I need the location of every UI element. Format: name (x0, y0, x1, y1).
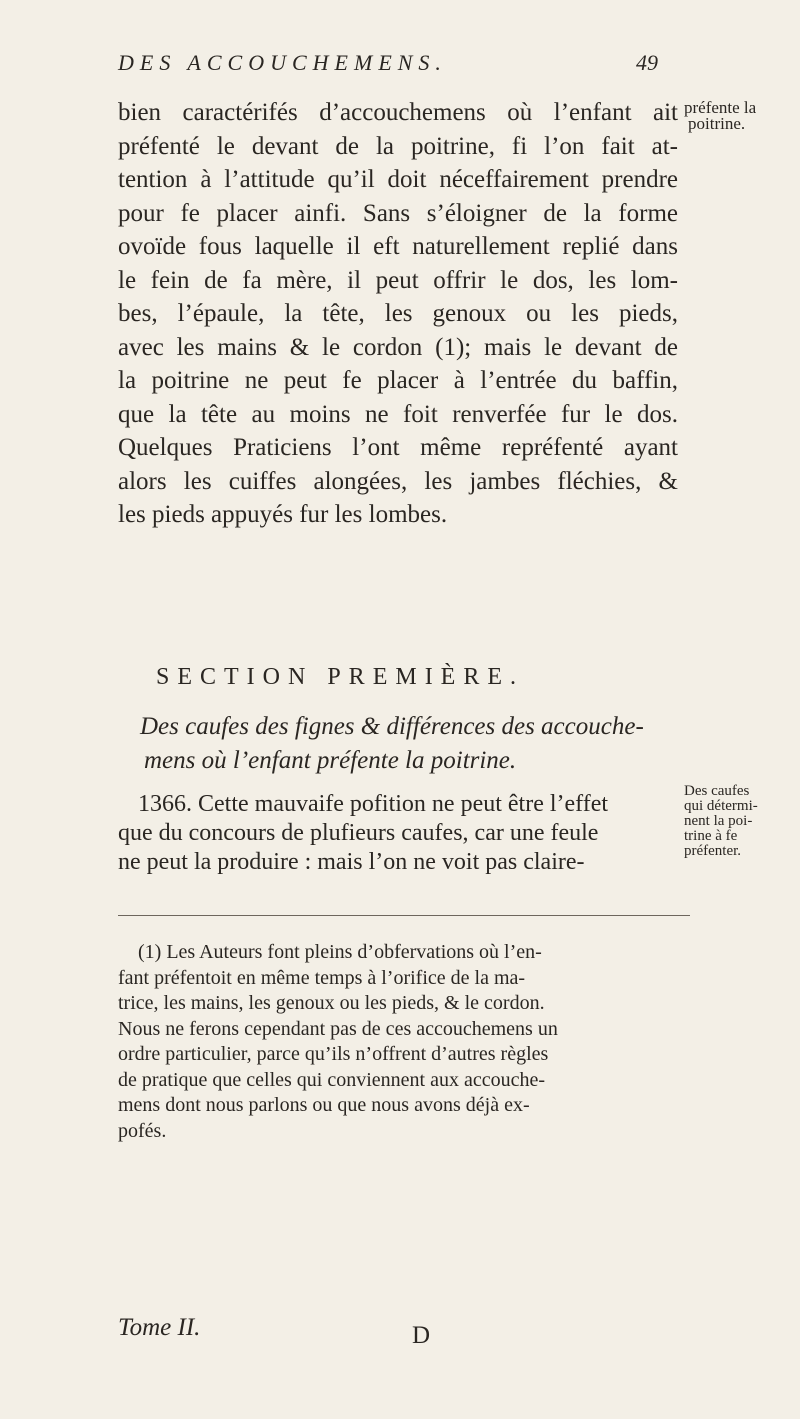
section-heading: SECTION PREMIÈRE. (156, 664, 525, 690)
margin-note-line: préfenter. (684, 843, 742, 859)
running-head: DES ACCOUCHEMENS. (118, 50, 447, 75)
text-line: les pieds appuyés fur les lombes. (118, 501, 448, 528)
text-line: préfenté le devant de la poitrine, fi l’on fait at- (118, 132, 678, 160)
text-line: que la tête au moins ne foit renverfée fur le dos. (118, 400, 678, 428)
text-line: ne peut la produire : mais l’on ne voit pas claire- (118, 849, 585, 875)
margin-note-line: trine à fe (684, 828, 738, 844)
footnote-line: Nous ne ferons cependant pas de ces accouchemens un (118, 1017, 558, 1040)
footnote-divider (118, 915, 690, 916)
paragraph-1366 (118, 790, 678, 877)
margin-note-line: poitrine. (688, 114, 746, 133)
text-line: la poitrine ne peut fe placer à l’entrée du baffin, (118, 367, 678, 394)
margin-note-line: nent la poi- (684, 813, 753, 829)
footnote-line: fant préfentoit en même temps à l’orifice de la ma- (118, 966, 526, 989)
footnote-line: ordre particulier, parce qu’ils n’offrent d’autres règles (118, 1043, 549, 1065)
text-line: tention à l’attitude qu’il doit néceffairement prendre (118, 166, 678, 193)
text-line: avec les mains & le cordon (1); mais le devant de (118, 333, 678, 361)
margin-note-2 (684, 784, 758, 859)
text-line: ovoïde fous laquelle il eft naturellement replié dans (118, 233, 678, 260)
margin-note-line: Des caufes (684, 783, 750, 799)
footnote (118, 940, 678, 1144)
signature-mark: D (412, 1322, 431, 1349)
text-line: alors les cuiffes alongées, les jambes fléchies, & (118, 467, 678, 495)
margin-note-line: préfente la (684, 98, 757, 117)
margin-note-line: qui détermi- (684, 798, 758, 814)
page-number: 49 (636, 50, 658, 75)
volume-label: Tome II. (118, 1314, 201, 1341)
footnote-line: trice, les mains, les genoux ou les pieds, & le cordon. (118, 992, 545, 1014)
text-line: que du concours de plufieurs caufes, car une feule (118, 820, 599, 846)
text-line: le fein de fa mère, il peut offrir le dos, les lom- (118, 266, 678, 294)
text-line: pour fe placer ainfi. Sans s’éloigner de la forme (118, 199, 678, 227)
paragraph-1 (118, 96, 678, 532)
footnote-line: (1) Les Auteurs font pleins d’obfervations où l’en- (138, 941, 542, 963)
page-footer (118, 1314, 678, 1349)
margin-note-1 (684, 100, 756, 132)
text-line: bien caractérifés d’accouchemens où l’enfant ait (118, 99, 678, 126)
text-line: Quelques Praticiens l’ont même repréfenté ayant (118, 434, 678, 461)
footnote-line: mens dont nous parlons ou que nous avons déjà ex- (118, 1094, 530, 1116)
subtitle-line: mens où l’enfant préfente la poitrine. (144, 747, 517, 774)
section-subtitle (140, 710, 680, 778)
footnote-line: pofés. (118, 1119, 167, 1142)
text-line: 1366. Cette mauvaife pofition ne peut être l’effet (138, 791, 609, 817)
text-line: bes, l’épaule, la tête, les genoux ou les pieds, (118, 300, 678, 327)
subtitle-line: Des caufes des fignes & différences des accouche- (140, 713, 644, 740)
footnote-line: de pratique que celles qui conviennent aux accouche- (118, 1068, 546, 1091)
